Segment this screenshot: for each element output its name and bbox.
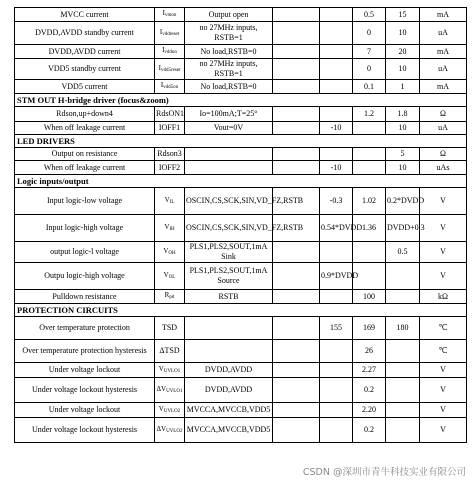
max-cell: [386, 290, 420, 304]
cut-off-text: ·· ·· ··· ··: [224, 0, 251, 4]
param-cell: Under voltage lockout hysteresis: [15, 378, 155, 403]
param-cell: VDD5 standby current: [15, 59, 155, 80]
condition-cell: Io=100mA;T=25°: [185, 107, 273, 122]
symbol-cell: Rdson3: [155, 148, 185, 161]
blank-cell: [273, 148, 320, 161]
unit-cell: uAs: [420, 161, 467, 175]
max-cell: [386, 340, 420, 363]
table-row: [15, 22, 467, 45]
symbol-cell: $I_{vddon}$: [155, 45, 185, 59]
table-row: [15, 45, 467, 59]
table-row: [15, 80, 467, 94]
table-row: [15, 161, 467, 175]
condition-cell: OSCIN,CS,SCK,SIN,VD_FZ,RSTB: [185, 188, 273, 215]
symbol-cell: $I_{vmon}$: [155, 8, 185, 22]
unit-cell: mA: [420, 45, 467, 59]
unit-cell: V: [420, 363, 467, 378]
min-cell: [320, 59, 353, 80]
param-cell: DVDD,AVDD current: [15, 45, 155, 59]
symbol-cell: $\Delta V_{UVLO2}$: [155, 418, 185, 443]
condition-cell: No load,RSTB=0: [185, 45, 273, 59]
unit-cell: V: [420, 215, 467, 242]
typ-cell: 100: [353, 290, 386, 304]
blank-cell: [273, 317, 320, 340]
unit-cell: V: [420, 418, 467, 443]
max-cell: DVDD+0.3: [386, 215, 420, 242]
condition-cell: OSCIN,CS,SCK,SIN,VD_FZ,RSTB: [185, 215, 273, 242]
section-header-row: [15, 135, 467, 148]
table-row: [15, 8, 467, 22]
condition-cell: Vout=0V: [185, 122, 273, 135]
condition-cell: MVCCA,MVCCB,VDD5: [185, 418, 273, 443]
max-cell: 10: [386, 161, 420, 175]
blank-cell: [273, 161, 320, 175]
section-title: PROTECTION CIRCUITS: [15, 304, 467, 317]
condition-cell: DVDD,AVDD: [185, 378, 273, 403]
symbol-cell: $V_{OH}$: [155, 242, 185, 263]
section-header-row: [15, 94, 467, 107]
typ-cell: 1.2: [353, 107, 386, 122]
max-cell: 180: [386, 317, 420, 340]
param-cell: DVDD,AVDD standby current: [15, 22, 155, 45]
max-cell: [386, 378, 420, 403]
condition-cell: RSTB: [185, 290, 273, 304]
condition-cell: PLS1,PLS2,SOUT,1mA Sink: [185, 242, 273, 263]
blank-cell: [273, 363, 320, 378]
typ-cell: 2.20: [353, 403, 386, 418]
symbol-cell: IOFF1: [155, 122, 185, 135]
blank-cell: [273, 242, 320, 263]
condition-cell: [185, 317, 273, 340]
param-cell: Outpu logic-high voltage: [15, 263, 155, 290]
min-cell: [320, 107, 353, 122]
table-row: [15, 59, 467, 80]
section-title: LED DRIVERS: [15, 135, 467, 148]
symbol-cell: ΔTSD: [155, 340, 185, 363]
min-cell: 0.9*DVDD: [320, 263, 353, 290]
typ-cell: 2.27: [353, 363, 386, 378]
table-row: [15, 340, 467, 363]
unit-cell: V: [420, 188, 467, 215]
unit-cell: uA: [420, 59, 467, 80]
symbol-cell: TSD: [155, 317, 185, 340]
typ-cell: 169: [353, 317, 386, 340]
param-cell: Under voltage lockout: [15, 363, 155, 378]
section-header-row: [15, 175, 467, 188]
unit-cell: ℃: [420, 340, 467, 363]
blank-cell: [273, 22, 320, 45]
typ-cell: [353, 122, 386, 135]
typ-cell: 0.1: [353, 80, 386, 94]
max-cell: 0.5: [386, 242, 420, 263]
param-cell: When off leakage current: [15, 161, 155, 175]
symbol-cell: $I_{vdd5reset}$: [155, 59, 185, 80]
min-cell: [320, 363, 353, 378]
condition-cell: DVDD,AVDD: [185, 363, 273, 378]
unit-cell: uA: [420, 22, 467, 45]
blank-cell: [273, 403, 320, 418]
typ-cell: 0.5: [353, 8, 386, 22]
unit-cell: mA: [420, 80, 467, 94]
min-cell: -0.3: [320, 188, 353, 215]
blank-cell: [273, 8, 320, 22]
electrical-characteristics-table-region: [14, 7, 466, 443]
max-cell: [386, 418, 420, 443]
max-cell: 10: [386, 122, 420, 135]
typ-cell: 26: [353, 340, 386, 363]
blank-cell: [273, 418, 320, 443]
unit-cell: Ω: [420, 148, 467, 161]
unit-cell: mA: [420, 8, 467, 22]
section-title: Logic inputs/output: [15, 175, 467, 188]
table-row: [15, 290, 467, 304]
typ-cell: 7: [353, 45, 386, 59]
section-title: STM OUT H-bridge driver (focus&zoom): [15, 94, 467, 107]
symbol-cell: IOFF2: [155, 161, 185, 175]
table-row: [15, 215, 467, 242]
blank-cell: [273, 122, 320, 135]
section-header-row: [15, 304, 467, 317]
table-row: [15, 378, 467, 403]
param-cell: Pulldown resistance: [15, 290, 155, 304]
table-row: [15, 263, 467, 290]
param-cell: output logic-l voltage: [15, 242, 155, 263]
symbol-cell: RdsON1: [155, 107, 185, 122]
min-cell: [320, 340, 353, 363]
symbol-cell: $R_{pd}$: [155, 290, 185, 304]
min-cell: [320, 290, 353, 304]
condition-cell: No load,RSTB=0: [185, 80, 273, 94]
unit-cell: V: [420, 378, 467, 403]
min-cell: [320, 45, 353, 59]
unit-cell: V: [420, 263, 467, 290]
blank-cell: [273, 340, 320, 363]
blank-cell: [273, 59, 320, 80]
symbol-cell: $V_{IL}$: [155, 188, 185, 215]
max-cell: 5: [386, 148, 420, 161]
max-cell: 1: [386, 80, 420, 94]
param-cell: Output on resistance: [15, 148, 155, 161]
min-cell: [320, 378, 353, 403]
condition-cell: no 27MHz inputs, RSTB=1: [185, 22, 273, 45]
symbol-cell: $V_{UVLO2}$: [155, 403, 185, 418]
typ-cell: 0.2: [353, 378, 386, 403]
max-cell: [386, 403, 420, 418]
symbol-cell: $V_{IH}$: [155, 215, 185, 242]
blank-cell: [273, 290, 320, 304]
table-row: [15, 122, 467, 135]
min-cell: [320, 22, 353, 45]
min-cell: 155: [320, 317, 353, 340]
symbol-cell: $I_{vdd5on}$: [155, 80, 185, 94]
condition-cell: Output open: [185, 8, 273, 22]
blank-cell: [273, 45, 320, 59]
blank-cell: [273, 107, 320, 122]
table-body: [15, 8, 467, 443]
unit-cell: ℃: [420, 317, 467, 340]
max-cell: 10: [386, 59, 420, 80]
min-cell: [320, 403, 353, 418]
max-cell: 20: [386, 45, 420, 59]
cut-off-row-fragment: [14, 0, 466, 7]
typ-cell: 0: [353, 22, 386, 45]
table-row: [15, 363, 467, 378]
electrical-characteristics-table: [14, 7, 467, 443]
min-cell: [320, 418, 353, 443]
symbol-cell: $\Delta V_{UVLO1}$: [155, 378, 185, 403]
max-cell: 0.2*DVDD: [386, 188, 420, 215]
table-row: [15, 418, 467, 443]
param-cell: Rdson,up+down4: [15, 107, 155, 122]
min-cell: [320, 242, 353, 263]
param-cell: Input logic-high voltage: [15, 215, 155, 242]
blank-cell: [273, 80, 320, 94]
max-cell: [386, 263, 420, 290]
symbol-cell: $I_{vddreset}$: [155, 22, 185, 45]
max-cell: 15: [386, 8, 420, 22]
table-row: [15, 403, 467, 418]
min-cell: -10: [320, 122, 353, 135]
condition-cell: PLS1,PLS2,SOUT,1mA Source: [185, 263, 273, 290]
blank-cell: [273, 263, 320, 290]
table-row: [15, 242, 467, 263]
table-row: [15, 317, 467, 340]
unit-cell: V: [420, 403, 467, 418]
typ-cell: [353, 148, 386, 161]
param-cell: MVCC current: [15, 8, 155, 22]
table-row: [15, 107, 467, 122]
min-cell: [320, 8, 353, 22]
condition-cell: [185, 148, 273, 161]
min-cell: [320, 80, 353, 94]
param-cell: When off leakage current: [15, 122, 155, 135]
typ-cell: 0: [353, 59, 386, 80]
typ-cell: 0.2: [353, 418, 386, 443]
unit-cell: kΩ: [420, 290, 467, 304]
max-cell: 1.8: [386, 107, 420, 122]
symbol-cell: $V_{UVLO1}$: [155, 363, 185, 378]
param-cell: Under voltage lockout hysteresis: [15, 418, 155, 443]
min-cell: -10: [320, 161, 353, 175]
symbol-cell: $V_{OL}$: [155, 263, 185, 290]
param-cell: VDD5 current: [15, 80, 155, 94]
unit-cell: V: [420, 242, 467, 263]
condition-cell: [185, 161, 273, 175]
max-cell: 10: [386, 22, 420, 45]
param-cell: Over temperature protection hysteresis: [15, 340, 155, 363]
unit-cell: uA: [420, 122, 467, 135]
condition-cell: [185, 340, 273, 363]
condition-cell: no 27MHz inputs, RSTB=1: [185, 59, 273, 80]
unit-cell: Ω: [420, 107, 467, 122]
table-row: [15, 188, 467, 215]
param-cell: Over temperature protection: [15, 317, 155, 340]
min-cell: 0.54*DVDD: [320, 215, 353, 242]
param-cell: Input logic-low voltage: [15, 188, 155, 215]
max-cell: [386, 363, 420, 378]
min-cell: [320, 148, 353, 161]
typ-cell: 1.36: [353, 215, 386, 242]
table-row: [15, 148, 467, 161]
typ-cell: [353, 161, 386, 175]
watermark: CSDN @深圳市青牛科技实业有限公司: [302, 467, 466, 478]
typ-cell: [353, 242, 386, 263]
typ-cell: 1.02: [353, 188, 386, 215]
condition-cell: MVCCA,MVCCB,VDD5: [185, 403, 273, 418]
param-cell: Under voltage lockout: [15, 403, 155, 418]
blank-cell: [273, 378, 320, 403]
